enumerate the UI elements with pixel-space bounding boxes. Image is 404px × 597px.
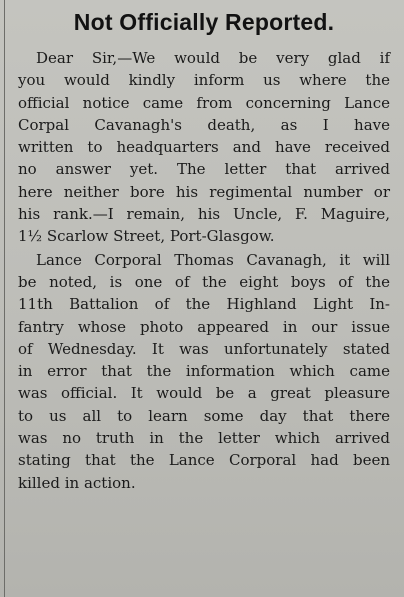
text-line: in error that the information which came bbox=[18, 362, 390, 381]
text-line: stating that the Lance Corporal had been bbox=[18, 451, 390, 470]
text-line: 11th Battalion of the Highland Light In- bbox=[18, 295, 390, 314]
text-line: Dear Sir,—We would be very glad if bbox=[36, 49, 390, 67]
letter-paragraph bbox=[18, 47, 390, 248]
text-line: fantry whose photo appeared in our issue bbox=[18, 317, 390, 336]
text-line: here neither bore his regimental number or bbox=[18, 182, 390, 201]
text-line: was no truth in the letter which arrived bbox=[18, 429, 390, 448]
text-line: to us all to learn some day that there bbox=[18, 406, 390, 425]
text-line: Corpal Cavanagh's death, as I have bbox=[18, 115, 390, 134]
text-line: of Wednesday. It was unfortunately stated bbox=[18, 339, 390, 358]
headline: Not Officially Reported. bbox=[73, 9, 335, 35]
text-line: was official. It would be a great pleasure bbox=[18, 384, 390, 403]
text-line: no answer yet. The letter that arrived bbox=[18, 160, 390, 179]
text-line: killed in action. bbox=[18, 473, 136, 492]
text-line: Lance Corporal Thomas Cavanagh, it will bbox=[36, 250, 390, 269]
column-rule bbox=[4, 0, 5, 597]
text-line: 1½ Scarlow Street, Port-Glasgow. bbox=[18, 227, 275, 246]
text-line: written to headquarters and have received bbox=[18, 138, 390, 157]
editorial-paragraph bbox=[18, 249, 390, 494]
text-line: you would kindly inform us where the bbox=[18, 71, 390, 90]
text-line: be noted, is one of the eight boys of the bbox=[18, 272, 390, 291]
text-line: his rank.—I remain, his Uncle, F. Maguire, bbox=[18, 205, 390, 224]
text-line: official notice came from concerning Lance bbox=[18, 93, 390, 112]
